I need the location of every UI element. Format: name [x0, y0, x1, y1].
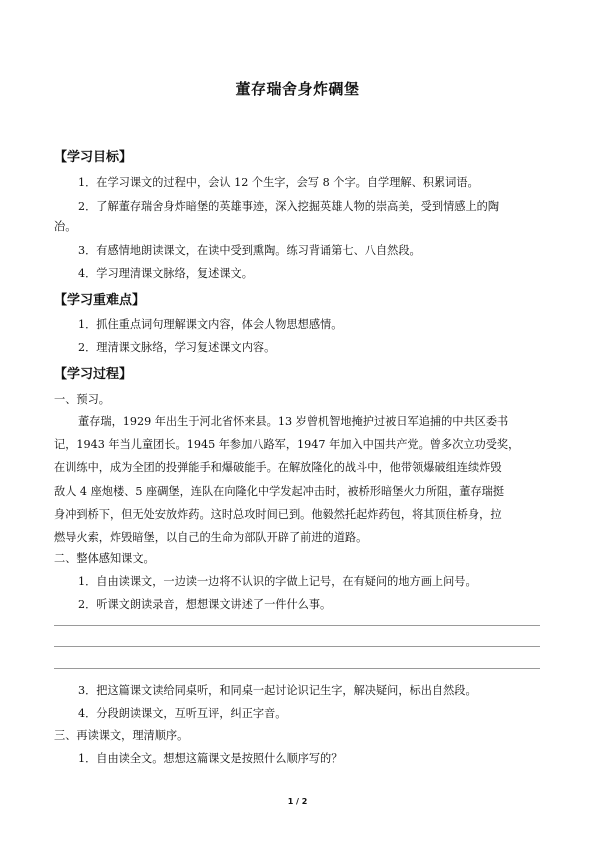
overall-label: 二、整体感知课文。: [54, 552, 155, 565]
preview-label: 一、预习。: [54, 393, 110, 406]
overall-item-2: 2．听课文朗读录音，想想课文讲述了一件什么事。: [78, 598, 332, 611]
overall-item-1: 1．自由读课文，一边读一边将不认识的字做上记号，在有疑问的地方画上问号。: [78, 575, 477, 588]
page-number: 1 / 2: [287, 797, 308, 806]
goal-item-4: 4．学习理清课文脉络，复述课文。: [78, 267, 253, 280]
preview-paragraph-line-2: 记，1943 年当儿童团长。1945 年参加八路军，1947 年加入中国共产党。曾多次立功受奖，: [54, 438, 520, 451]
answer-line-3: [54, 668, 540, 669]
heading-learning-process: 【学习过程】: [54, 367, 133, 382]
difficulty-item-2: 2．理清课文脉络，学习复述课文内容。: [78, 341, 276, 354]
preview-paragraph-line-1: 董存瑞，1929 年出生于河北省怀来县。13 岁曾机智地掩护过被日军追捕的中共区委书: [78, 415, 509, 428]
heading-key-difficulties: 【学习重难点】: [54, 293, 146, 308]
overall-item-4: 4．分段朗读课文，互听互评，纠正字音。: [78, 707, 287, 720]
goal-item-3: 3．有感情地朗读课文，在读中受到熏陶。练习背诵第七、八自然段。: [78, 244, 421, 257]
answer-line-1: [54, 625, 540, 626]
reread-label: 三、再读课文，理清顺序。: [54, 729, 189, 742]
preview-paragraph-line-3: 在训练中，成为全团的投弹能手和爆破能手。在解放隆化的战斗中，他带领爆破组连续炸毁: [54, 461, 502, 474]
goal-item-1: 1．在学习课文的过程中，会认 12 个生字，会写 8 个字。自学理解、积累词语。: [78, 176, 479, 189]
goal-item-2: 2．了解董存瑞舍身炸暗堡的英雄事迹，深入挖掘英雄人物的崇高美，受到情感上的陶: [78, 200, 500, 213]
reread-item-1: 1．自由读全文。想想这篇课文是按照什么顺序写的？: [78, 752, 343, 765]
overall-item-3: 3．把这篇课文读给同桌听，和同桌一起讨论识记生字，解决疑问，标出自然段。: [78, 684, 477, 697]
goal-item-2-cont: 冶。: [54, 220, 77, 233]
preview-paragraph-line-4: 敌人 4 座炮楼、5 座碉堡，连队在向隆化中学发起冲击时，被桥形暗堡火力所阻，董存瑞挺: [54, 485, 505, 498]
difficulty-item-1: 1．抓住重点词句理解课文内容，体会人物思想感情。: [78, 318, 343, 331]
preview-paragraph-line-5: 身冲到桥下，但无处安放炸药。这时总攻时间已到。他毅然托起炸药包，将其顶住桥身，拉: [54, 508, 502, 521]
preview-paragraph-line-6: 燃导火索，炸毁暗堡，以自己的生命为部队开辟了前进的道路。: [54, 531, 368, 544]
answer-line-2: [54, 646, 540, 647]
page-title: 董存瑞舍身炸碉堡: [235, 80, 360, 98]
heading-learning-goals: 【学习目标】: [54, 150, 133, 165]
